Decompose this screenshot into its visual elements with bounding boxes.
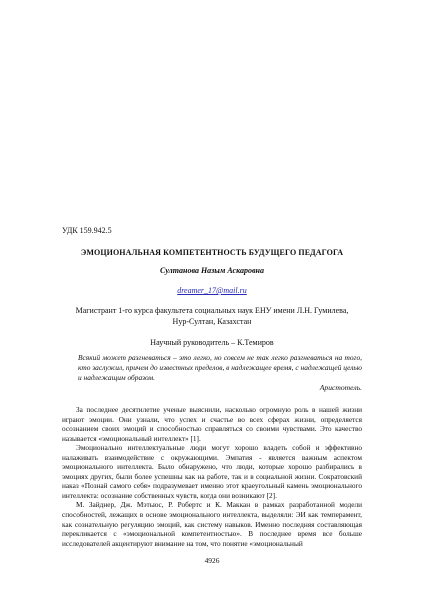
- paragraph-1: За последнее десятилетие ученые выяснили, насколько огромную роль в нашей жизни играют эмоции. Они узнали, что успех и счастье во всех сферах жизни, определяется осознанием своих эмоций и способностью справляться со своими чувствами. Это качество называется «эмоциональный интеллект» [1].: [62, 405, 362, 443]
- udc-code: УДК 159.942.5: [62, 226, 112, 235]
- affiliation: [62, 305, 362, 327]
- author-name: Султанова Назым Аскаровна: [160, 266, 264, 275]
- paragraph-3: М. Зайднер, Дж. Мэтьюс, Р. Робертс и К. Маккан в рамках разработанной модели способностей, лежащих в основе эмоционального интеллекта, выделяли: ЭИ как темперамент, как сознательную регуляцию эмоций, как систему навыков. Именно последняя составляющая перекликается с «эмоциональной компетентностью». В последнее время все больше исследователей акцентируют внимание на том, что понятие «эмоциональный: [62, 500, 362, 548]
- epigraph-author: Аристотель.: [319, 383, 362, 392]
- body-text: [62, 405, 362, 548]
- affiliation-line-1: Магистрант 1-го курса факультета социальных наук ЕНУ имени Л.Н. Гумилева,: [75, 306, 349, 315]
- author-email-link[interactable]: dreamer_17@mail.ru: [177, 286, 247, 295]
- supervisor: Научный руководитель – К.Темиров: [150, 338, 274, 347]
- epigraph-text: Всякий может разгневаться – это легко, но совсем не так легко разгневаться на того, кто заслужил, причем до известных пределов, в надлежащее время, с надлежащей целью и надлежащим образом.: [78, 353, 362, 382]
- affiliation-line-2: Нур-Султан, Казахстан: [172, 317, 252, 326]
- paper-title: ЭМОЦИОНАЛЬНАЯ КОМПЕТЕНТНОСТЬ БУДУЩЕГО ПЕДАГОГА: [80, 248, 344, 257]
- page-number: 4926: [204, 556, 220, 565]
- paragraph-2: Эмоционально интеллектуальные люди могут хорошо владеть собой и эффективно налаживать взаимодействие с окружающими. Эмпатия - является важным аспектом эмоционального интеллекта. Было обнаружено, что люди, которые хорошо разбирались в эмоциях других, были более успешны как на работе, так и в социальной жизни. Сократовский наказ «Познай самого себя» подразумевает именно этот краеугольный камень эмоционального интеллекта: осознание собственных чувств, когда они возникают [2].: [62, 443, 362, 500]
